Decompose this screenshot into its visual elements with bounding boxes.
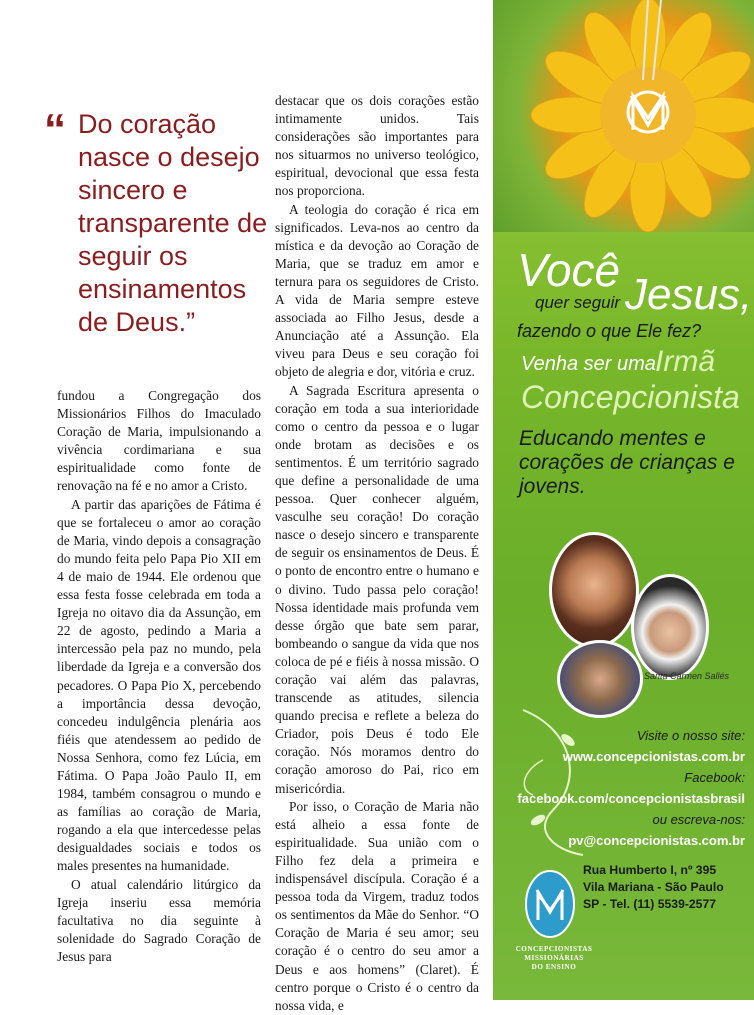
paragraph: A partir das aparições de Fátima é que se fortaleceu o amor ao coração de Maria, vindo depois a consagração do mundo feita pelo Papa Pio XII em 4 de maio de 1944. Ele ordenou que essa festa fosse celebrada em toda a Igreja no oitavo dia da Assunção, em 22 de agosto, pedindo a Maria a intercessão pela paz no mundo, pela liberdade da Igreja e a conversão dos pecadores. O Papa Pio X, percebendo a importância dessa devoção, concedeu indulgência plenária aos fiéis que atendessem ao pedido de Nossa Senhora, como fez Lúcia, em Fátima. O Papa João Paulo II, em 1984, também consagrou o mundo e as famílias ao coração de Maria, rogando a ela que intercedesse pelas desigualdades sociais e todos os males presentes na humanidade. xyxy=(57,496,261,874)
portrait-santa-carmen xyxy=(631,574,709,680)
pull-quote xyxy=(44,105,276,339)
portrait-caption: Santa Carmen Sallés xyxy=(644,671,730,681)
article-column-2 xyxy=(275,92,479,1015)
pull-quote-text: Do coração nasce o desejo sincero e transparente de seguir os ensinamentos de Deus.” xyxy=(78,109,268,337)
headline-concepcionista: Concepcionista xyxy=(521,379,740,415)
logo-line: MISSIONÁRIAS xyxy=(524,954,584,962)
paragraph: A teologia do coração é rica em significados. Leva-nos ao centro da mística e da devoção ao Coração de Maria, que se traduz em amor e ternura para os seguidores de Cristo. A vida de Maria sempre esteve associada ao Filho Jesus, desde a Anunciação até a Assunção. Ela viveu para Deus e seu coração foi objeto de alegria e dor, vitória e cruz. xyxy=(275,201,479,380)
advertisement-panel xyxy=(493,0,754,1000)
address-line: Vila Mariana - São Paulo xyxy=(583,880,724,894)
logo-wordmark xyxy=(509,945,599,972)
paragraph: A Sagrada Escritura apresenta o coração em toda a sua interioridade como o centro da pessoa e o lugar onde brotam as decisões e os sentimentos. É um território sagrado que define a personalidade de uma pessoa. Quer conhecer alguém, vasculhe seu coração! Do coração nasce o desejo sincero e transparente de seguir os ensinamentos de Deus. É o ponto de encontro entre o humano e o divino. Tudo passa pelo coração! Nossa identidade mais profunda vem desse órgão que bate sem parar, bombeando o sangue da vida que nos coloca de pé e fiéis à nossa missão. O coração vai além das palavras, transcende as atitudes, silencia quando precisa e reflete a beleza do Criador, pois Deus é todo Ele coração. Nós moramos dentro do coração amoroso do Pai, rico em misericórdia. xyxy=(275,382,479,796)
paragraph: fundou a Congregação dos Missionários Filhos do Imaculado Coração de Maria, impulsionando a vivência cordimariana e sua espiritualidade como fonte de renovação na fé e no amor a Cristo. xyxy=(57,388,261,494)
article-column-1 xyxy=(57,387,261,966)
address-line: SP - Tel. (11) 5539-2577 xyxy=(583,897,717,911)
headline-fazendo: fazendo o que Ele fez? xyxy=(517,321,702,341)
facebook-label: Facebook: xyxy=(684,770,745,785)
headline-voce: Você xyxy=(517,244,621,296)
headline-educando: Educando mentes e corações de crianças e jovens. xyxy=(519,427,735,498)
site-link[interactable]: www.concepcionistas.com.br xyxy=(562,749,745,764)
paragraph: O atual calendário litúrgico da Igreja inseriu essa memória facultativa no dia seguinte à solenidade do Sagrado Coração de Jesus para xyxy=(57,876,261,964)
sunflower-photo xyxy=(493,0,754,232)
quote-mark: “ xyxy=(44,105,66,154)
logo-line: DO ENSINO xyxy=(531,963,577,971)
headline-irma: Irmã xyxy=(655,345,715,378)
contact-block xyxy=(501,725,745,851)
portrait-painting xyxy=(549,532,639,648)
sunflower-icon xyxy=(493,0,754,232)
email-link[interactable]: pv@concepcionistas.com.br xyxy=(568,833,745,848)
paragraph: destacar que os dois corações estão intimamente unidos. Tais considerações são importantes para nos situarmos no universo teológico, espiritual, devocional que essa festa nos proporciona. xyxy=(275,93,479,199)
write-label: ou escreva-nos: xyxy=(652,812,745,827)
portrait-group-photo xyxy=(557,640,643,718)
headline-jesus: Jesus, xyxy=(625,270,753,319)
site-label: Visite o nosso site: xyxy=(636,728,745,743)
congregation-logo-icon xyxy=(523,868,577,940)
facebook-link[interactable]: facebook.com/concepcionistasbrasil xyxy=(517,791,745,806)
paragraph: Por isso, o Coração de Maria não está alheio a essa fonte de espiritualidade. Sua união com o Filho fez dela a primeira e indispensável discípula. Coração é a pessoa toda da Virgem, traduz todos os sentimentos da Mãe do Senhor. “O Coração de Maria é seu amor; seu coração é o centro do seu amor a Deus e aos homens” (Claret). É centro porque o Cristo é o centro da nossa vida, e xyxy=(275,798,479,1013)
address-line: Rua Humberto I, nº 395 xyxy=(583,863,717,877)
logo-line: CONCEPCIONISTAS xyxy=(515,945,593,953)
headline-venha: Venha ser uma xyxy=(521,353,656,375)
address-block xyxy=(583,862,748,913)
headline-quer: quer seguir xyxy=(535,293,621,312)
